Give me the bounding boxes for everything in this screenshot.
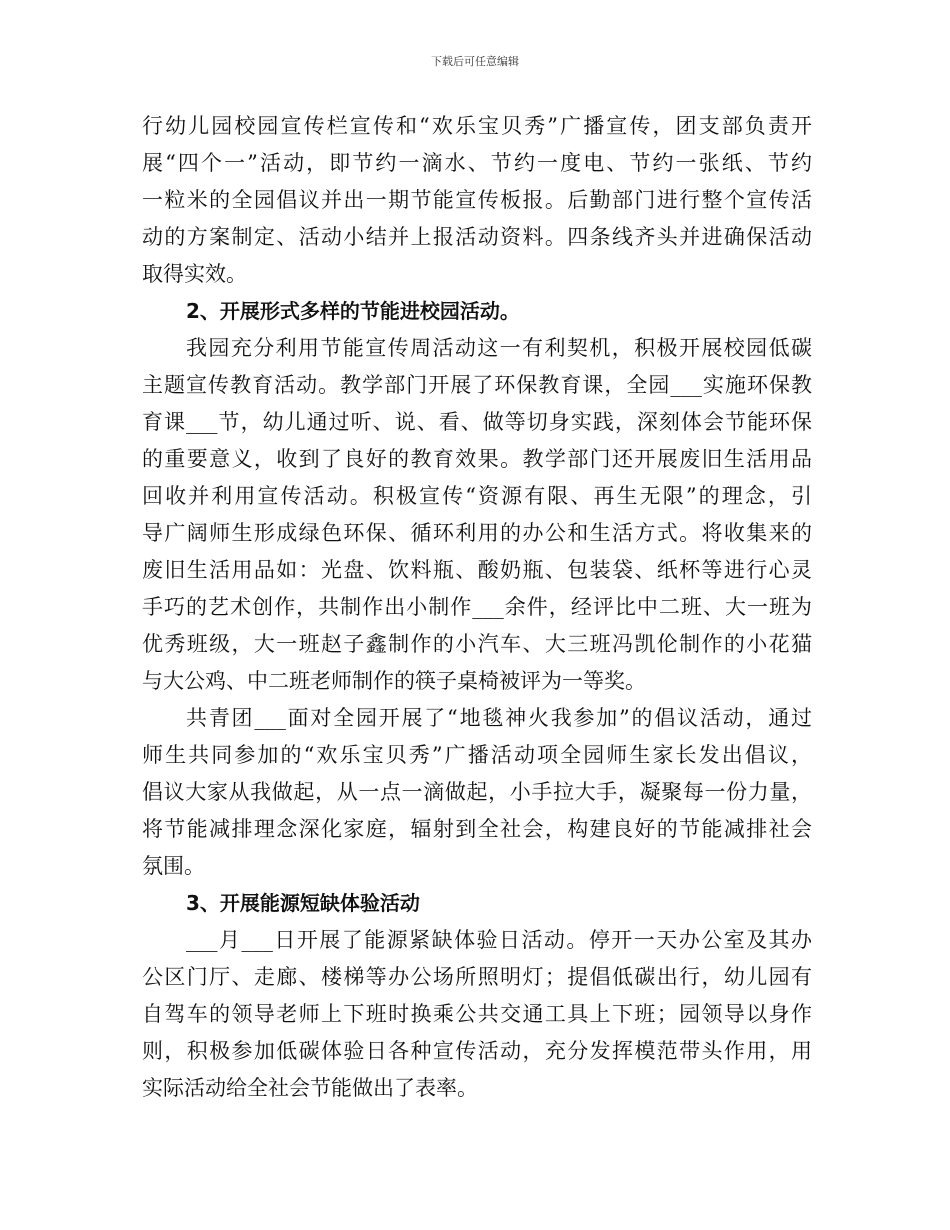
paragraph-line: 展“四个一”活动，即节约一滴水、节约一度电、节约一张纸、节约 bbox=[142, 151, 812, 175]
paragraph-line: 手巧的艺术创作，共制作出小制作___余件，经评比中二班、大一班为 bbox=[142, 595, 812, 619]
paragraph-line: 行幼儿园校园宣传栏宣传和“欢乐宝贝秀”广播宣传，团支部负责开 bbox=[142, 114, 812, 138]
paragraph-line: 将节能减排理念深化家庭，辐射到全社会，构建良好的节能减排社会 bbox=[142, 817, 812, 841]
paragraph-line: 一粒米的全园倡议并出一期节能宣传板报。后勤部门进行整个宣传活 bbox=[142, 188, 812, 212]
paragraph-first-line: ___月___日开展了能源紧缺体验日活动。停开一天办公室及其办 bbox=[186, 928, 812, 952]
page-header: 下载后可任意编辑 bbox=[431, 55, 519, 68]
paragraph-line: 倡议大家从我做起，从一点一滴做起，小手拉大手，凝聚每一份力量， bbox=[142, 780, 812, 804]
paragraph-line: 公区门厅、走廊、楼梯等办公场所照明灯；提倡低碳出行，幼儿园有 bbox=[142, 965, 812, 989]
paragraph-line: 主题宣传教育活动。教学部门开展了环保教育课，全园___实施环保教 bbox=[142, 373, 812, 397]
paragraph-line: 回收并利用宣传活动。积极宣传“资源有限、再生无限”的理念，引 bbox=[142, 484, 812, 508]
paragraph-line: 的重要意义，收到了良好的教育效果。教学部门还开展废旧生活用品 bbox=[142, 447, 812, 471]
section-heading: 3、开展能源短缺体验活动 bbox=[186, 891, 420, 915]
paragraph-line: 实际活动给全社会节能做出了表率。 bbox=[142, 1076, 478, 1100]
paragraph-line: 优秀班级，大一班赵子鑫制作的小汽车、大三班冯凯伦制作的小花猫 bbox=[142, 632, 812, 656]
paragraph-line: 动的方案制定、活动小结并上报活动资料。四条线齐头并进确保活动 bbox=[142, 225, 812, 249]
document-body bbox=[142, 108, 812, 1107]
paragraph-line: 导广阔师生形成绿色环保、循环利用的办公和生活方式。将收集来的 bbox=[142, 521, 812, 545]
paragraph-line: 育课___节，幼儿通过听、说、看、做等切身实践，深刻体会节能环保 bbox=[142, 410, 812, 434]
paragraph-line: 与大公鸡、中二班老师制作的筷子桌椅被评为一等奖。 bbox=[142, 669, 646, 693]
paragraph-line: 师生共同参加的“欢乐宝贝秀”广播活动项全园师生家长发出倡议， bbox=[142, 743, 812, 767]
paragraph-line: 取得实效。 bbox=[142, 262, 247, 286]
paragraph-line: 自驾车的领导老师上下班时换乘公共交通工具上下班；园领导以身作 bbox=[142, 1002, 812, 1026]
paragraph-first-line: 我园充分利用节能宣传周活动这一有利契机，积极开展校园低碳 bbox=[186, 336, 812, 360]
paragraph-first-line: 共青团___面对全园开展了“地毯神火我参加”的倡议活动，通过 bbox=[186, 706, 812, 730]
paragraph-line: 氛围。 bbox=[142, 854, 205, 878]
section-heading: 2、开展形式多样的节能进校园活动。 bbox=[186, 299, 520, 323]
paragraph-line: 则，积极参加低碳体验日各种宣传活动，充分发挥模范带头作用，用 bbox=[142, 1039, 812, 1063]
paragraph-line: 废旧生活用品如：光盘、饮料瓶、酸奶瓶、包装袋、纸杯等进行心灵 bbox=[142, 558, 812, 582]
